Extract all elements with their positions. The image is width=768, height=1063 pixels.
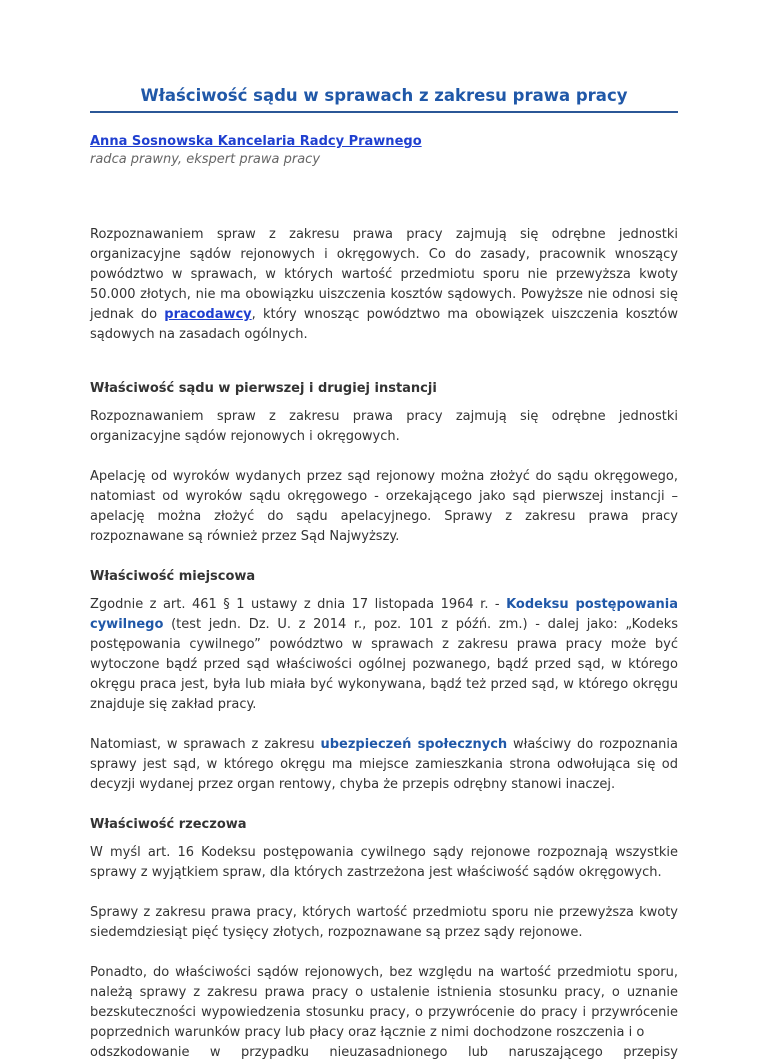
section-heading-subject: Właściwość rzeczowa [90,817,247,832]
last-line-word: przepisy [623,1045,678,1060]
author-role: radca prawny, ekspert prawa pracy [90,152,321,167]
section2-paragraph-2 [90,735,678,795]
civil-code-link[interactable]: Kodeksu postępowania cywilnego [90,597,678,632]
last-line-word: lub [467,1045,489,1060]
section2-p2-text-1: Natomiast, w sprawach z zakresu [90,737,321,752]
social-insurance-link[interactable]: ubezpieczeń społecznych [320,737,508,752]
section1-paragraph-1: Rozpoznawaniem spraw z zakresu prawa pracy zajmują się odrębne jednostki organizacyjne sądów rejonowych i okręgowych. [90,409,678,444]
employer-link[interactable]: pracodawcy [164,307,252,322]
section1-paragraph-2: Apelację od wyroków wydanych przez sąd rejonowy można złożyć do sądu okręgowego, natomiast od wyroków sądu okręgowego - orzekającego jako sąd pierwszej instancji – apelację można złożyć do sądu apelacyjnego. Sprawy z zakresu prawa pracy rozpoznawane są również przez Sąd Najwyższy. [90,469,678,544]
section2-p1-text-1: Zgodnie z art. 461 § 1 ustawy z dnia 17 listopada 1964 r. - [90,597,507,612]
section2-p2-text-2: właściwy do rozpoznania sprawy jest sąd, w którego okręgu ma miejsce zamieszkania strona odwołująca się od decyzji wydanej przez organ rentowy, chyba że przepis odrębny stanowi inaczej. [90,737,678,792]
section2-p1-text-2: (test jedn. Dz. U. z 2014 r., poz. 101 z późń. zm.) - dalej jako: „Kodeks postępowania cywilnego” powództwo w sprawach z zakresu prawa pracy może być wytoczone bądź przed sąd właściwości ogólnej pozwanego, bądź przed sąd, w którego okręgu praca jest, była lub miała być wykonywana, bądź też przed sąd, w którego okręgu znajduje się zakład pracy. [90,617,678,712]
author-link[interactable]: Anna Sosnowska Kancelaria Radcy Prawnego [90,134,422,149]
last-line-word: odszkodowanie [90,1045,190,1060]
last-line-word: w [209,1045,221,1060]
section3-paragraph-1: W myśl art. 16 Kodeksu postępowania cywilnego sądy rejonowe rozpoznają wszystkie sprawy z wyjątkiem spraw, dla których zastrzeżona jest właściwość sądów okręgowych. [90,845,678,880]
last-line-word: nieuzasadnionego [329,1045,448,1060]
section3-paragraph-2: Sprawy z zakresu prawa pracy, których wartość przedmiotu sporu nie przewyższa kwoty siedemdziesiąt pięć tysięcy złotych, rozpoznawane są przez sądy rejonowe. [90,905,678,940]
section2-paragraph-1 [90,595,678,715]
last-line-word: naruszającego [508,1045,603,1060]
page-title: Właściwość sądu w sprawach z zakresu prawa pracy [140,86,628,105]
section3-paragraph-3-last-line [90,1043,678,1063]
section-heading-local: Właściwość miejscowa [90,569,256,584]
section3-paragraph-3: Ponadto, do właściwości sądów rejonowych, bez względu na wartość przedmiotu sporu, należą sprawy z zakresu prawa pracy o ustalenie istnienia stosunku pracy, o uznanie bezskuteczności wypowiedzenia stosunku pracy, o przywrócenie do pracy i przywrócenie poprzednich warunków pracy lub płacy oraz łącznie z nimi dochodzone roszczenia i o [90,965,678,1040]
title-block [90,0,678,113]
author-block [90,133,678,151]
intro-text-1: Rozpoznawaniem spraw z zakresu prawa pracy zajmują się odrębne jednostki organizacyjne sądów rejonowych i okręgowych. Co do zasady, pracownik wnoszący powództwo w sprawach, w których wartość przedmiotu sporu nie przewyższa kwoty 50.000 złotych, nie ma obowiązku uiszczenia kosztów sądowych. Powyższe nie odnosi się jednak do [90,227,678,322]
section-heading-instances: Właściwość sądu w pierwszej i drugiej instancji [90,381,437,396]
intro-paragraph [90,225,678,345]
intro-text-2: , który wnosząc powództwo ma obowiązek uiszczenia kosztów sądowych na zasadach ogólnych. [90,307,678,342]
last-line-word: przypadku [241,1045,309,1060]
